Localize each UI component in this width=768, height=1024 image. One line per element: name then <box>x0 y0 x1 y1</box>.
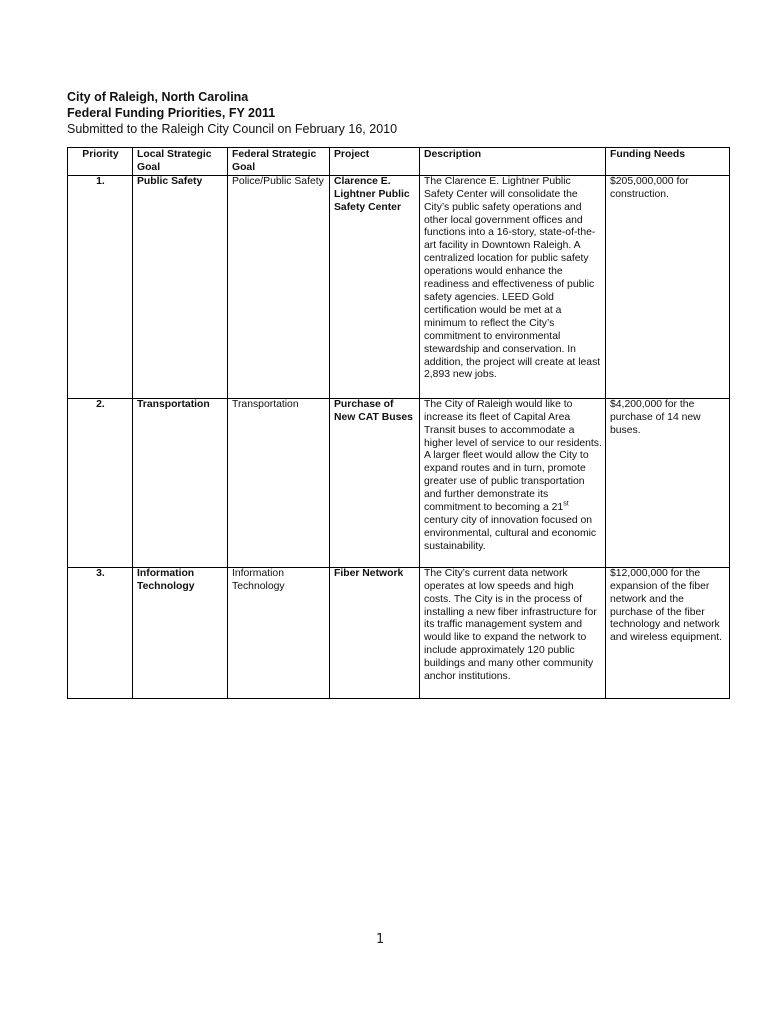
funding-priorities-table <box>67 147 730 699</box>
column-header-description: Description <box>420 148 606 176</box>
page-number: 1 <box>376 932 385 947</box>
priority-cell: 3. <box>68 567 133 698</box>
project-cell: Purchase of New CAT Buses <box>330 398 420 567</box>
federal-goal-cell: Police/Public Safety <box>228 175 330 398</box>
column-header-project: Project <box>330 148 420 176</box>
column-header-federal-goal: Federal Strategic Goal <box>228 148 330 176</box>
table-row <box>68 398 730 567</box>
column-header-priority: Priority <box>68 148 133 176</box>
table-header-row <box>68 148 730 176</box>
federal-goal-cell: Transportation <box>228 398 330 567</box>
priority-cell: 1. <box>68 175 133 398</box>
document-subtitle: Federal Funding Priorities, FY 2011 <box>67 106 276 120</box>
description-text-end: century city of innovation focused on environmental, cultural and economic sustainability. <box>424 514 597 552</box>
column-header-funding: Funding Needs <box>606 148 730 176</box>
description-cell: The City’s current data network operates at low speeds and high costs. The City is in the process of installing a new fiber infrastructure for its traffic management system and would like to expand the network to include approximately 120 public buildings and many other community anchor institutions. <box>420 567 606 698</box>
document-header <box>67 89 727 137</box>
description-cell: The Clarence E. Lightner Public Safety Center will consolidate the City’s public safety operations and other local government offices and functions into a 16-story, state-of-the-art facility in Downtown Raleigh. A centralized location for public safety operations would enhance the readiness and effectiveness of public safety agencies. LEED Gold certification would be met at a minimum to reflect the City’s commitment to environmental stewardship and conservation. In addition, the project will create at least 2,893 new jobs. <box>420 175 606 398</box>
local-goal-cell: Transportation <box>133 398 228 567</box>
funding-cell: $4,200,000 for the purchase of 14 new buses. <box>606 398 730 567</box>
project-cell: Clarence E. Lightner Public Safety Center <box>330 175 420 398</box>
ordinal-suffix: st <box>563 500 569 508</box>
document-title: City of Raleigh, North Carolina <box>67 90 249 104</box>
project-cell: Fiber Network <box>330 567 420 698</box>
funding-cell: $12,000,000 for the expansion of the fiber network and the purchase of the fiber technology and network and wireless equipment. <box>606 567 730 698</box>
federal-goal-cell: Information Technology <box>228 567 330 698</box>
description-text-start: The City of Raleigh would like to increase its fleet of Capital Area Transit buses to accommodate a higher level of service to our residents. A larger fleet would allow the City to expand routes and in turn, promote greater use of public transportation and further demonstrate its commitment to becoming a 21 <box>424 398 602 514</box>
local-goal-cell: Information Technology <box>133 567 228 698</box>
table-row <box>68 567 730 698</box>
priority-cell: 2. <box>68 398 133 567</box>
funding-cell: $205,000,000 for construction. <box>606 175 730 398</box>
description-cell <box>420 398 606 567</box>
local-goal-cell: Public Safety <box>133 175 228 398</box>
column-header-local-goal: Local Strategic Goal <box>133 148 228 176</box>
submission-note: Submitted to the Raleigh City Council on February 16, 2010 <box>67 122 398 136</box>
table-row <box>68 175 730 398</box>
